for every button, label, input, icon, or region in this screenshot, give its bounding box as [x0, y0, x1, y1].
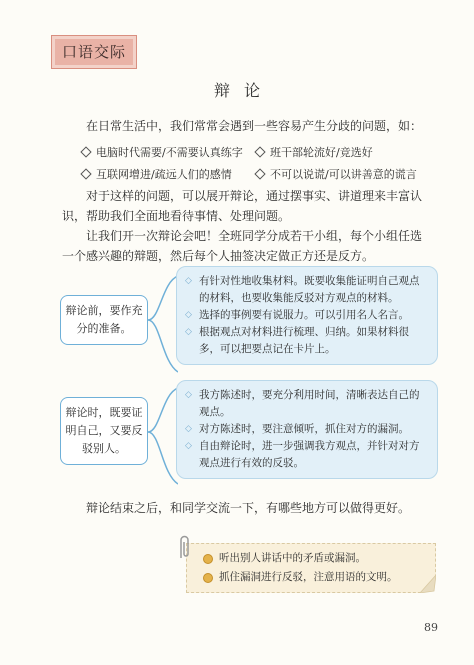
- diamond-bullet-icon: ◇: [185, 390, 192, 400]
- list-item: ◇ 有针对性地收集材料。既要收集能证明自己观点的材料，也要收集能反驳对方观点的材料。: [185, 273, 427, 307]
- list-item: ◇ 自由辩论时，进一步强调我方观点，并针对对方观点进行有效的反驳。: [185, 438, 427, 472]
- during-debate-bubble: [176, 380, 438, 479]
- list-item: ◇ 选择的事例要有说服力。可以引用名人名言。: [185, 307, 427, 324]
- topic-list: [82, 144, 442, 182]
- page-fold-icon: [420, 575, 436, 593]
- explanation-paragraph: 对于这样的问题，可以展开辩论，通过摆事实、讲道理来丰富认识，帮助我们全面地看待事情、处理问题。: [62, 189, 423, 223]
- before-debate-bubble: [176, 266, 438, 365]
- topic-item: [256, 166, 442, 182]
- dot-bullet-icon: [203, 554, 213, 564]
- diamond-bullet-icon: ◇: [185, 276, 192, 286]
- dot-bullet-icon: [203, 573, 213, 583]
- before-connector: [148, 272, 178, 376]
- diamond-bullet-icon: ◇: [185, 424, 192, 434]
- diamond-bullet-icon: ◇: [185, 310, 192, 320]
- diamond-bullet-icon: [254, 168, 265, 179]
- diamond-bullet-icon: [80, 168, 91, 179]
- page-title: 辩论: [213, 81, 274, 100]
- during-connector: [148, 384, 178, 488]
- topic-item: [82, 166, 256, 182]
- topic-text: 班干部轮流好/竞选好: [270, 146, 373, 159]
- before-debate-label: 辩论前，要作充分的准备。: [60, 295, 148, 345]
- paperclip-icon: [176, 534, 192, 560]
- list-item: ◇ 我方陈述时，要充分利用时间，清晰表达自己的观点。: [185, 387, 427, 421]
- topic-item: [82, 144, 256, 160]
- list-item: ◇ 对方陈述时，要注意倾听，抓住对方的漏洞。: [185, 421, 427, 438]
- topic-text: 电脑时代需要/不需要认真练字: [96, 146, 243, 159]
- topic-item: [256, 144, 442, 160]
- during-debate-label: 辩论时，既要证明自己，又要反驳别人。: [60, 397, 148, 465]
- topic-text: 不可以说谎/可以讲善意的谎言: [270, 168, 417, 181]
- page-number: 89: [424, 621, 438, 634]
- section-tag-label: 口语交际: [61, 43, 126, 61]
- list-item: ◇ 根据观点对材料进行梳理、归纳。如果材料很多，可以把要点记在卡片上。: [185, 324, 427, 358]
- intro-paragraph: 在日常生活中，我们常常会遇到一些容易产生分歧的问题，如：: [86, 119, 423, 133]
- list-item: 抓住漏洞进行反驳，注意用语的文明。: [203, 568, 425, 587]
- diamond-bullet-icon: [254, 146, 265, 157]
- topic-text: 互联网增进/疏远人们的感情: [96, 168, 232, 181]
- tips-card: [186, 543, 436, 593]
- diamond-bullet-icon: ◇: [185, 441, 192, 451]
- diamond-bullet-icon: ◇: [185, 327, 192, 337]
- activity-paragraph: 让我们开一次辩论会吧！全班同学分成若干小组，每个小组任选一个感兴趣的辩题，然后每个人抽签决定做正方还是反方。: [62, 229, 423, 263]
- closing-paragraph: 辩论结束之后，和同学交流一下，有哪些地方可以做得更好。: [86, 501, 411, 515]
- section-tag: [52, 36, 136, 68]
- diamond-bullet-icon: [80, 146, 91, 157]
- list-item: 听出别人讲话中的矛盾或漏洞。: [203, 549, 425, 568]
